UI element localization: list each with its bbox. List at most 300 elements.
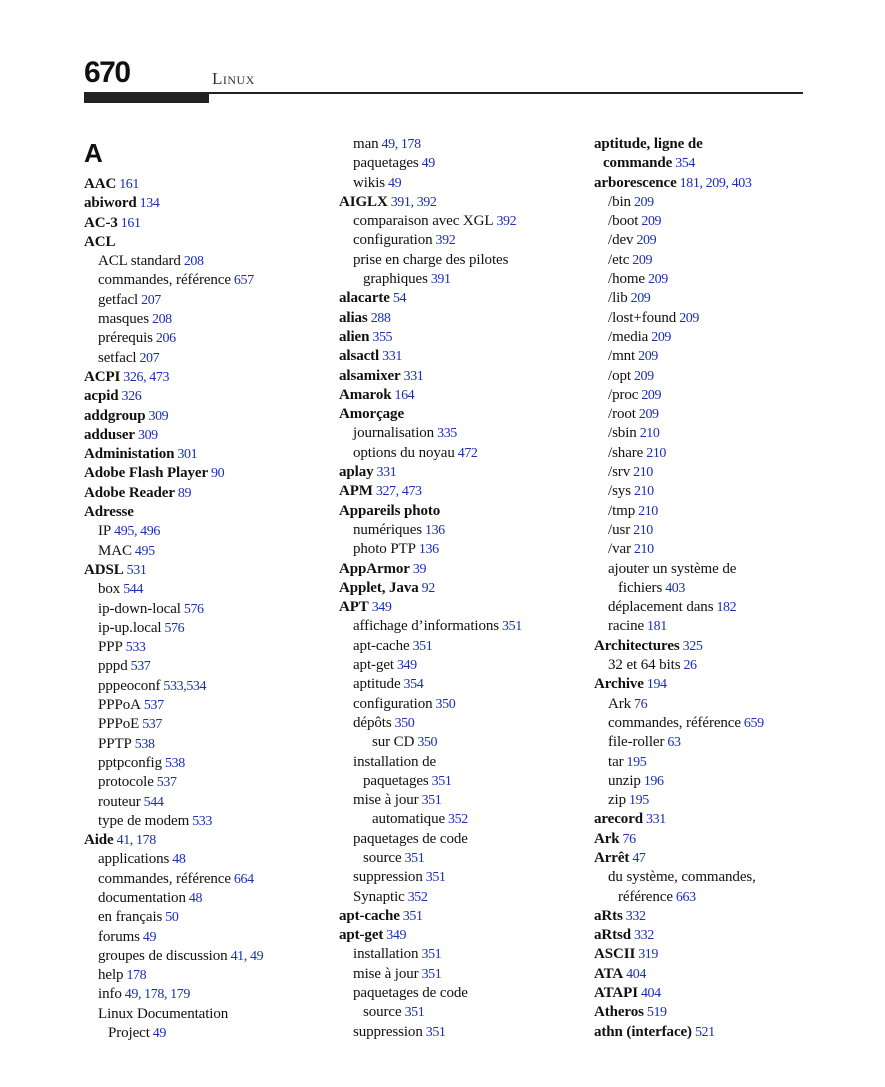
section-letter: A bbox=[84, 138, 103, 168]
page-reference-link[interactable]: 531 bbox=[126, 562, 147, 578]
page-reference-link[interactable]: 181, 209, 403 bbox=[679, 175, 752, 191]
index-subentry bbox=[339, 849, 589, 868]
page-reference-link[interactable]: 664 bbox=[233, 871, 254, 887]
page-reference-link[interactable]: 351 bbox=[404, 850, 425, 866]
page-reference-link[interactable]: 352 bbox=[407, 889, 428, 905]
page-reference-link[interactable]: 76 bbox=[622, 831, 636, 847]
page-reference-link[interactable]: 209 bbox=[679, 310, 700, 326]
index-subentry bbox=[84, 850, 334, 869]
index-term: abiword bbox=[84, 195, 137, 212]
index-term: MAC bbox=[98, 542, 132, 559]
page-reference-link[interactable]: 352 bbox=[448, 812, 468, 828]
index-term: groupes de discussion bbox=[98, 947, 228, 964]
index-subentry bbox=[339, 984, 589, 1003]
index-term: alsamixer bbox=[339, 367, 401, 384]
page-reference-link[interactable]: 206 bbox=[155, 331, 176, 347]
index-subentry bbox=[594, 579, 844, 598]
page-reference-link[interactable]: 90 bbox=[211, 466, 225, 482]
index-term: AppArmor bbox=[339, 560, 410, 577]
index-subentry bbox=[594, 791, 844, 810]
index-subentry bbox=[339, 868, 589, 887]
page-reference-link[interactable]: 538 bbox=[165, 755, 185, 771]
index-entry bbox=[84, 484, 334, 503]
index-entry bbox=[594, 810, 844, 829]
page-reference-link[interactable]: 326, 473 bbox=[123, 369, 170, 385]
index-subentry bbox=[594, 714, 844, 733]
page-reference-link[interactable]: 355 bbox=[372, 329, 393, 345]
index-subentry bbox=[84, 715, 334, 734]
page-reference-link[interactable]: 210 bbox=[638, 503, 658, 519]
page-reference-link[interactable]: 544 bbox=[123, 582, 144, 598]
index-entry bbox=[594, 154, 844, 173]
page-reference-link[interactable]: 391, 392 bbox=[390, 194, 437, 210]
page-reference-link[interactable]: 210 bbox=[646, 445, 667, 461]
page-reference-link[interactable]: 209 bbox=[633, 194, 654, 210]
index-term: Adobe Flash Player bbox=[84, 465, 209, 482]
index-term: aplay bbox=[339, 464, 374, 481]
page-reference-link[interactable]: 210 bbox=[633, 484, 654, 500]
page-reference-link[interactable]: 350 bbox=[417, 735, 438, 751]
index-entry bbox=[84, 194, 334, 213]
index-term: acpid bbox=[84, 388, 119, 405]
index-subentry bbox=[84, 271, 334, 290]
page-reference-link[interactable]: 325 bbox=[682, 638, 703, 654]
index-term: aRts bbox=[594, 907, 623, 924]
index-term: apt-get bbox=[339, 927, 384, 944]
index-entry bbox=[84, 426, 334, 445]
index-term: /usr bbox=[608, 521, 631, 538]
index-term: journalisation bbox=[353, 425, 435, 442]
page-reference-link[interactable]: 351 bbox=[421, 793, 442, 809]
index-term: AAC bbox=[84, 176, 117, 192]
page-reference-link[interactable]: 349 bbox=[386, 928, 407, 944]
page-reference-link[interactable]: 301 bbox=[177, 447, 198, 463]
page-reference-link[interactable]: 350 bbox=[394, 715, 415, 731]
index-subentry bbox=[84, 908, 334, 927]
index-term: fichiers bbox=[618, 579, 663, 596]
index-entry bbox=[84, 831, 334, 850]
index-term: info bbox=[98, 986, 122, 1003]
index-subentry bbox=[84, 542, 334, 561]
page-reference-link[interactable]: 335 bbox=[437, 426, 457, 442]
index-term: suppression bbox=[353, 1023, 423, 1040]
index-entry bbox=[339, 482, 589, 501]
index-term: /etc bbox=[608, 251, 630, 268]
index-term: alsactl bbox=[339, 348, 380, 365]
index-term: paquetages de code bbox=[353, 830, 468, 847]
page-reference-link[interactable]: 351 bbox=[502, 619, 522, 635]
page-reference-link[interactable]: 533 bbox=[192, 813, 212, 829]
page-reference-link[interactable]: 210 bbox=[633, 542, 654, 558]
index-term: Atheros bbox=[594, 1004, 644, 1021]
index-term: commande bbox=[603, 155, 673, 172]
index-subentry bbox=[339, 945, 589, 964]
index-term: /proc bbox=[608, 386, 639, 403]
page-reference-link[interactable]: 208 bbox=[151, 312, 172, 328]
page-reference-link[interactable]: 161 bbox=[119, 177, 140, 192]
index-entry bbox=[339, 560, 589, 579]
page-reference-link[interactable]: 209 bbox=[638, 407, 659, 423]
page-reference-link[interactable]: 48 bbox=[172, 852, 186, 868]
index-term: ATAPI bbox=[594, 985, 638, 1002]
index-subentry bbox=[339, 637, 589, 656]
page-reference-link[interactable]: 533 bbox=[125, 640, 146, 656]
index-subentry bbox=[594, 444, 844, 463]
page-reference-link[interactable]: 404 bbox=[626, 966, 646, 982]
index-term: wikis bbox=[353, 174, 386, 191]
index-subentry bbox=[84, 310, 334, 329]
index-entry bbox=[84, 445, 334, 464]
page-reference-link[interactable]: 136 bbox=[418, 542, 439, 558]
index-subentry bbox=[339, 212, 589, 231]
page-reference-link[interactable]: 392 bbox=[435, 233, 456, 249]
page-reference-link[interactable]: 309 bbox=[137, 427, 158, 443]
index-term: apt-cache bbox=[339, 907, 400, 924]
index-entry bbox=[339, 502, 589, 521]
page-reference-link[interactable]: 210 bbox=[633, 465, 653, 481]
index-subentry bbox=[594, 598, 844, 617]
index-term: 32 et 64 bits bbox=[608, 657, 681, 674]
page-reference-link[interactable]: 576 bbox=[183, 601, 204, 617]
page-reference-link[interactable]: 54 bbox=[392, 291, 407, 307]
index-term: ip-down-local bbox=[98, 600, 181, 617]
page-reference-link[interactable]: 544 bbox=[143, 794, 164, 810]
page-reference-link[interactable]: 92 bbox=[421, 580, 435, 596]
index-subentry bbox=[594, 231, 844, 250]
page-reference-link[interactable]: 332 bbox=[634, 928, 654, 944]
page-reference-link[interactable]: 331 bbox=[376, 465, 397, 481]
index-subentry bbox=[339, 270, 589, 289]
page-reference-link[interactable]: 351 bbox=[404, 1005, 425, 1021]
page-reference-link[interactable]: 537 bbox=[142, 717, 163, 733]
index-entry bbox=[339, 193, 589, 212]
index-subentry bbox=[84, 1024, 334, 1043]
page-reference-link[interactable]: 327, 473 bbox=[375, 484, 422, 500]
page-reference-link[interactable]: 533,534 bbox=[163, 678, 207, 694]
page-reference-link[interactable]: 26 bbox=[683, 658, 697, 674]
page-reference-link[interactable]: 63 bbox=[667, 735, 681, 751]
index-entry bbox=[84, 407, 334, 426]
index-term: Amorçage bbox=[339, 406, 405, 423]
index-term: ASCII bbox=[594, 946, 636, 963]
index-column-1 bbox=[84, 135, 334, 1043]
page-reference-link[interactable]: 354 bbox=[403, 677, 424, 693]
page-reference-link[interactable]: 49 bbox=[152, 1026, 166, 1042]
index-term: source bbox=[363, 1004, 402, 1021]
index-term: AIGLX bbox=[339, 193, 388, 210]
page-reference-link[interactable]: 309 bbox=[148, 408, 169, 424]
index-term: APT bbox=[339, 599, 369, 616]
page-reference-link[interactable]: 209 bbox=[638, 349, 658, 365]
index-term: alacarte bbox=[339, 290, 390, 307]
page-reference-link[interactable]: 164 bbox=[394, 387, 415, 403]
index-subentry bbox=[339, 1003, 589, 1022]
index-entry bbox=[339, 463, 589, 482]
index-subentry bbox=[339, 424, 589, 443]
index-term: /home bbox=[608, 271, 645, 288]
index-subentry bbox=[84, 773, 334, 792]
page-reference-link[interactable]: 495, 496 bbox=[114, 524, 160, 540]
index-entry bbox=[339, 367, 589, 386]
index-term: /share bbox=[608, 444, 644, 461]
index-term: apt-cache bbox=[353, 637, 410, 654]
index-subentry bbox=[84, 735, 334, 754]
index-term: graphiques bbox=[363, 271, 428, 288]
index-term: forums bbox=[98, 928, 140, 945]
index-term: /root bbox=[608, 406, 636, 423]
index-term: athn (interface) bbox=[594, 1023, 692, 1040]
page-reference-link[interactable]: 89 bbox=[177, 485, 192, 501]
index-term: Synaptic bbox=[353, 888, 405, 905]
page-reference-link[interactable]: 332 bbox=[625, 908, 646, 924]
index-subentry bbox=[84, 870, 334, 889]
page-reference-link[interactable]: 349 bbox=[396, 658, 417, 674]
index-term: aptitude, ligne de bbox=[594, 136, 703, 152]
page-reference-link[interactable]: 209 bbox=[641, 387, 662, 403]
index-entry bbox=[594, 984, 844, 1003]
index-term: Adresse bbox=[84, 504, 134, 521]
page-reference-link[interactable]: 519 bbox=[646, 1005, 667, 1021]
page-reference-link[interactable]: 351 bbox=[421, 947, 442, 963]
index-term: source bbox=[363, 849, 402, 866]
page-reference-link[interactable]: 39 bbox=[412, 561, 427, 577]
page-reference-link[interactable]: 49, 178, 179 bbox=[124, 987, 190, 1003]
index-term: paquetages de code bbox=[353, 985, 468, 1002]
page-reference-link[interactable]: 351 bbox=[431, 773, 452, 789]
page-reference-link[interactable]: 351 bbox=[412, 638, 433, 654]
page-reference-link[interactable]: 195 bbox=[629, 793, 649, 809]
index-subentry bbox=[84, 619, 334, 638]
page-reference-link[interactable]: 210 bbox=[639, 426, 660, 442]
index-subentry bbox=[594, 868, 844, 887]
page-header bbox=[84, 52, 803, 104]
index-entry bbox=[339, 289, 589, 308]
index-subentry bbox=[84, 638, 334, 657]
index-subentry bbox=[339, 695, 589, 714]
index-subentry bbox=[84, 793, 334, 812]
page-reference-link[interactable]: 209 bbox=[630, 291, 651, 307]
page-reference-link[interactable]: 521 bbox=[694, 1024, 715, 1040]
page-reference-link[interactable]: 392 bbox=[496, 214, 517, 230]
page-reference-link[interactable]: 331 bbox=[646, 812, 666, 828]
index-term: applications bbox=[98, 851, 170, 868]
page-reference-link[interactable]: 351 bbox=[421, 966, 442, 982]
index-entry bbox=[339, 309, 589, 328]
index-term: configuration bbox=[353, 695, 433, 712]
index-term: ADSL bbox=[84, 561, 124, 578]
index-entry bbox=[594, 926, 844, 945]
page-reference-link[interactable]: 537 bbox=[143, 698, 164, 714]
index-term: alien bbox=[339, 328, 370, 345]
index-subentry bbox=[84, 677, 334, 696]
index-entry bbox=[594, 965, 844, 984]
page-reference-link[interactable]: 472 bbox=[457, 445, 478, 461]
page-reference-link[interactable]: 134 bbox=[139, 196, 160, 212]
index-subentry bbox=[84, 252, 334, 271]
index-column-2 bbox=[339, 135, 589, 1042]
page-reference-link[interactable]: 178 bbox=[126, 968, 147, 984]
index-entry bbox=[84, 175, 334, 194]
page-reference-link[interactable]: 47 bbox=[632, 850, 646, 866]
index-term: ip-up.local bbox=[98, 619, 162, 636]
index-term: Amarok bbox=[339, 386, 392, 403]
index-subentry bbox=[594, 424, 844, 443]
index-subentry bbox=[594, 309, 844, 328]
page-reference-link[interactable]: 195 bbox=[626, 754, 647, 770]
index-entry bbox=[594, 637, 844, 656]
index-term: installation bbox=[353, 946, 419, 963]
index-entry bbox=[339, 386, 589, 405]
page-reference-link[interactable]: 196 bbox=[643, 773, 664, 789]
index-subentry bbox=[84, 657, 334, 676]
page-reference-link[interactable]: 41, 178 bbox=[116, 833, 156, 849]
page-reference-link[interactable]: 350 bbox=[435, 696, 456, 712]
page-reference-link[interactable]: 288 bbox=[370, 310, 391, 326]
index-term: /tmp bbox=[608, 502, 636, 519]
index-subentry bbox=[594, 617, 844, 636]
index-term: /media bbox=[608, 328, 649, 345]
index-subentry bbox=[84, 889, 334, 908]
index-subentry bbox=[84, 966, 334, 985]
index-term: Ark bbox=[594, 830, 620, 847]
header-rule-accent bbox=[84, 94, 209, 103]
page-reference-link[interactable]: 49 bbox=[388, 175, 402, 191]
index-subentry bbox=[339, 1023, 589, 1042]
page-reference-link[interactable]: 209 bbox=[636, 233, 657, 249]
index-term: Ark bbox=[608, 695, 632, 712]
page-reference-link[interactable]: 49, 178 bbox=[381, 137, 421, 152]
page-reference-link[interactable]: 659 bbox=[743, 715, 764, 731]
page-reference-link[interactable]: 351 bbox=[402, 908, 423, 924]
page-reference-link[interactable]: 351 bbox=[425, 1024, 446, 1040]
index-subentry bbox=[594, 251, 844, 270]
page-reference-link[interactable]: 537 bbox=[130, 659, 151, 675]
index-subentry bbox=[594, 270, 844, 289]
index-term: commandes, référence bbox=[98, 272, 231, 289]
page-reference-link[interactable]: 349 bbox=[371, 600, 392, 616]
index-subentry bbox=[594, 405, 844, 424]
index-subentry bbox=[339, 830, 589, 849]
index-term: setfacl bbox=[98, 349, 137, 366]
page-reference-link[interactable]: 403 bbox=[665, 580, 685, 596]
index-subentry bbox=[339, 733, 589, 752]
page-reference-link[interactable]: 161 bbox=[120, 215, 141, 231]
page-reference-link[interactable]: 76 bbox=[634, 696, 648, 712]
page-reference-link[interactable]: 209 bbox=[632, 252, 653, 268]
index-term: Appareils photo bbox=[339, 502, 441, 519]
index-term: configuration bbox=[353, 232, 433, 249]
page-reference-link[interactable]: 404 bbox=[640, 986, 661, 1002]
index-subentry bbox=[84, 329, 334, 348]
page-reference-link[interactable]: 136 bbox=[424, 522, 445, 538]
page-reference-link[interactable]: 391 bbox=[430, 272, 451, 288]
page-reference-link[interactable]: 209 bbox=[633, 368, 654, 384]
page-reference-link[interactable]: 207 bbox=[139, 350, 160, 366]
page-reference-link[interactable]: 181 bbox=[647, 619, 667, 635]
index-term: PPTP bbox=[98, 735, 132, 752]
page-reference-link[interactable]: 41, 49 bbox=[230, 948, 264, 964]
page-reference-link[interactable]: 537 bbox=[156, 775, 177, 791]
page-reference-link[interactable]: 182 bbox=[716, 600, 737, 616]
index-term: unzip bbox=[608, 772, 641, 789]
index-subentry bbox=[594, 193, 844, 212]
index-subentry bbox=[594, 540, 844, 559]
index-entry bbox=[594, 1023, 844, 1042]
index-term: PPPoA bbox=[98, 697, 141, 714]
index-term: arecord bbox=[594, 811, 644, 828]
page-reference-link[interactable]: 663 bbox=[675, 889, 696, 905]
index-term: Project bbox=[108, 1025, 150, 1042]
index-subentry bbox=[339, 753, 589, 772]
page-reference-link[interactable]: 49 bbox=[142, 929, 157, 945]
page-reference-link[interactable]: 48 bbox=[188, 890, 203, 906]
index-term: automatique bbox=[372, 811, 446, 828]
index-term: pppd bbox=[98, 658, 128, 675]
page-reference-link[interactable]: 207 bbox=[141, 292, 161, 308]
index-entry bbox=[84, 387, 334, 406]
page-reference-link[interactable]: 331 bbox=[403, 368, 424, 384]
page-reference-link[interactable]: 326 bbox=[121, 389, 142, 405]
index-term: comparaison avec XGL bbox=[353, 213, 494, 230]
page-reference-link[interactable]: 495 bbox=[134, 543, 155, 559]
index-term: APM bbox=[339, 483, 373, 500]
page-reference-link[interactable]: 209 bbox=[648, 272, 668, 288]
index-entry bbox=[594, 849, 844, 868]
index-term: paquetages bbox=[363, 772, 429, 789]
index-entry bbox=[594, 135, 844, 154]
page-number: 670 bbox=[84, 56, 130, 89]
page-reference-link[interactable]: 576 bbox=[164, 620, 185, 636]
index-term: box bbox=[98, 581, 121, 598]
page-reference-link[interactable]: 209 bbox=[651, 329, 672, 345]
index-term: suppression bbox=[353, 869, 423, 886]
page-reference-link[interactable]: 319 bbox=[638, 947, 658, 963]
index-subentry bbox=[594, 695, 844, 714]
page-reference-link[interactable]: 194 bbox=[646, 677, 667, 693]
index-term: mise à jour bbox=[353, 965, 419, 982]
index-entry bbox=[339, 328, 589, 347]
index-term: documentation bbox=[98, 889, 186, 906]
page-reference-link[interactable]: 210 bbox=[633, 522, 653, 538]
page-reference-link[interactable]: 50 bbox=[165, 910, 179, 926]
index-term: tar bbox=[608, 753, 624, 770]
index-term: Aide bbox=[84, 832, 114, 849]
index-term: adduser bbox=[84, 426, 135, 443]
page-reference-link[interactable]: 209 bbox=[641, 214, 662, 230]
page-reference-link[interactable]: 331 bbox=[382, 349, 402, 365]
index-entry bbox=[84, 368, 334, 387]
index-subentry bbox=[84, 1005, 334, 1024]
page-reference-link[interactable]: 351 bbox=[425, 870, 446, 886]
page-reference-link[interactable]: 538 bbox=[134, 736, 155, 752]
index-entry bbox=[84, 561, 334, 580]
index-term: routeur bbox=[98, 793, 141, 810]
index-term: dépôts bbox=[353, 714, 392, 731]
page-reference-link[interactable]: 208 bbox=[183, 254, 204, 270]
index-subentry bbox=[594, 289, 844, 308]
index-subentry bbox=[594, 521, 844, 540]
index-term: racine bbox=[608, 618, 645, 635]
index-subentry bbox=[84, 600, 334, 619]
page-reference-link[interactable]: 657 bbox=[233, 273, 254, 289]
index-subentry bbox=[594, 733, 844, 752]
page-reference-link[interactable]: 354 bbox=[675, 156, 696, 172]
index-term: ACL standard bbox=[98, 253, 181, 270]
index-term: prérequis bbox=[98, 330, 153, 347]
page-reference-link[interactable]: 49 bbox=[421, 156, 435, 172]
index-subentry bbox=[594, 772, 844, 791]
index-term: Administation bbox=[84, 446, 175, 463]
